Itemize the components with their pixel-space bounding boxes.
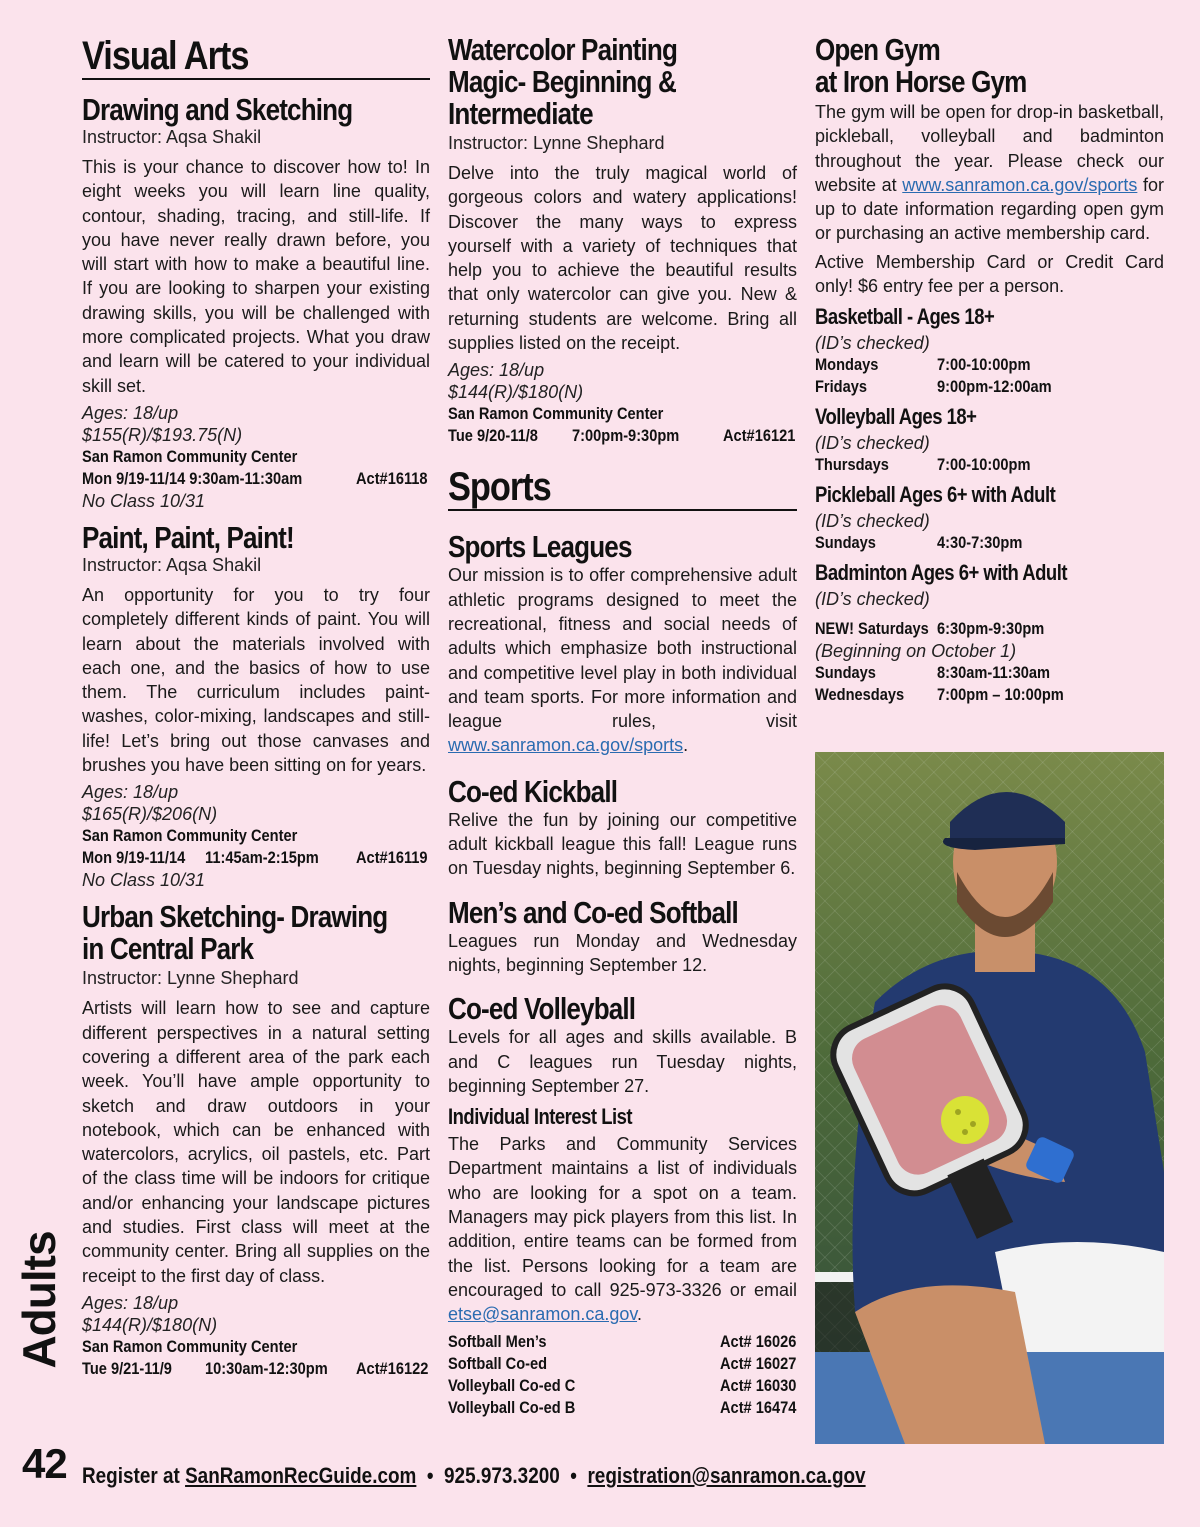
section-title-line (82, 34, 430, 80)
course-note: No Class 10/31 (82, 870, 206, 891)
course-schedule (82, 847, 430, 869)
schedule-time: 9:00pm-12:00am (937, 377, 1052, 397)
description-text: The gym will be open for drop-in basketball, pickleball, volleyball and badminton throughout the year. Please check our website at (815, 102, 1164, 195)
schedule-day: Sundays (815, 533, 876, 553)
kickball-description: Relive the fun by joining our competitive adult kickball league this fall! League runs on Tuesday nights, beginning September 6. (448, 809, 797, 879)
schedule-time: 7:00pm – 10:00pm (937, 685, 1064, 705)
footer (82, 1463, 866, 1489)
column-watercolor-sports (448, 34, 797, 1419)
section-side-tab (14, 1225, 64, 1375)
badminton-title: Badminton Ages 6+ with Adult (815, 560, 1067, 586)
course-ages: Ages: 18/up (82, 782, 179, 803)
open-gym-description (815, 100, 1164, 246)
schedule-time: 8:30am-11:30am (937, 663, 1050, 683)
schedule-time: 4:30-7:30pm (937, 533, 1023, 553)
photo-illustration (815, 752, 1164, 1444)
course-location: San Ramon Community Center (82, 1336, 298, 1356)
basketball-title: Basketball - Ages 18+ (815, 304, 995, 330)
activity-row (448, 1375, 797, 1397)
course-location: San Ramon Community Center (82, 446, 298, 466)
course-ages: Ages: 18/up (448, 360, 545, 381)
activity-act-number: Act# 16026 (720, 1331, 797, 1351)
volleyball-gym-title: Volleyball Ages 18+ (815, 404, 977, 430)
course-description: This is your chance to discover how to! In eight weeks you will learn line quality, contour, shading, tracing, and still-life. If you have never really drawn before, you will start with how to make a beautiful line. If you are looking to sharpen your existing drawing skills, you will be challenged with more complicated projects. What you draw and learn will be catered to your individual skill set. (82, 157, 430, 396)
activity-act-number: Act# 16030 (720, 1375, 797, 1395)
footer-separator: • (426, 1463, 434, 1488)
activity-name: Softball Co-ed (448, 1353, 548, 1373)
course-ages: Ages: 18/up (82, 402, 179, 423)
section-title-sports: Sports (448, 465, 551, 510)
course-instructor: Instructor: Aqsa Shakil (82, 127, 262, 147)
course-act-number: Act#16119 (356, 848, 428, 868)
softball-title: Men’s and Co-ed Softball (448, 894, 738, 930)
activity-name: Volleyball Co-ed B (448, 1397, 576, 1417)
schedule-row (815, 354, 1164, 376)
schedule-day: Mondays (815, 355, 879, 375)
activity-act-number: Act# 16474 (720, 1397, 797, 1417)
course-act-number: Act#16121 (723, 426, 796, 446)
course-price: $144(R)/$180(N) (448, 382, 584, 403)
schedule-time: 7:00-10:00pm (937, 355, 1031, 375)
activity-list (448, 1331, 797, 1419)
column-open-gym (815, 34, 1164, 706)
course-dates: Mon 9/19-11/14 (82, 848, 186, 868)
activity-act-number: Act# 16027 (720, 1353, 797, 1373)
schedule-note: (Beginning on October 1) (815, 641, 1017, 662)
course-description: Artists will learn how to see and capture different perspectives in a natural setting covering a different area of the park each week. You’ll have ample opportunity to sketch and draw outdoors in your notebook, which can be enhanced with watercolors, acrylics, oil pastels, etc. Part of the class time will be indoors for critique and/or enhancing your landscape pictures and studies. First class will meet at the community center. Bring all supplies on the receipt to the first day of class. (82, 998, 430, 1286)
footer-separator: • (570, 1463, 577, 1488)
email-link[interactable]: etse@sanramon.ca.gov (448, 1304, 638, 1325)
schedule-row (815, 532, 1164, 554)
course-description: Delve into the truly magical world of gorgeous colors and watery applications! Discover the many ways to express yourself with a variety of techniques that help you to achieve the beautiful results that only watercolor can give you. New & returning students are welcome. Bring all supplies listed on the receipt. (448, 163, 797, 354)
sports-leagues-description (448, 563, 797, 757)
punctuation: . (637, 1304, 643, 1325)
course-instructor: Instructor: Aqsa Shakil (82, 554, 262, 575)
id-note: (ID’s checked) (815, 589, 930, 610)
id-note: (ID’s checked) (815, 511, 930, 532)
course-title-line: Magic- Beginning & (448, 64, 676, 99)
activity-row (448, 1331, 797, 1353)
schedule-row (815, 376, 1164, 398)
footer-phone: 925.973.3200 (444, 1463, 560, 1488)
course-location: San Ramon Community Center (82, 826, 298, 846)
course-title-line: Intermediate (448, 96, 593, 131)
activity-row (448, 1353, 797, 1375)
course-dates: Tue 9/20-11/8 (448, 426, 538, 446)
column-visual-arts (82, 34, 430, 1380)
open-gym-title-line: at Iron Horse Gym (815, 64, 1027, 99)
page-number: 42 (22, 1440, 67, 1487)
schedule-day: NEW! Saturdays (815, 619, 929, 639)
course-title-line: Watercolor Painting (448, 32, 678, 67)
course-title-paint: Paint, Paint, Paint! (82, 519, 294, 555)
schedule-row (815, 454, 1164, 476)
footer-email-link[interactable]: registration@sanramon.ca.gov (587, 1463, 866, 1488)
course-title-drawing: Drawing and Sketching (82, 92, 353, 127)
schedule-row (815, 684, 1164, 706)
description-text: Our mission is to offer comprehensive adult athletic programs designed to meet the recreational, fitness and social needs of adults which emphasize both instructional and competitive level play in both individual and team sports. For more information and league rules, visit (448, 565, 797, 732)
course-schedule (82, 468, 430, 490)
course-ages: Ages: 18/up (82, 1292, 179, 1313)
volleyball-title: Co-ed Volleyball (448, 991, 636, 1027)
activity-name: Volleyball Co-ed C (448, 1375, 576, 1395)
pickleball-player-photo (815, 752, 1164, 1444)
schedule-row (815, 662, 1164, 684)
open-gym-title (815, 34, 1164, 98)
side-tab-label: Adults (13, 1231, 65, 1369)
activity-row (448, 1397, 797, 1419)
footer-site-link[interactable]: SanRamonRecGuide.com (185, 1463, 417, 1488)
interest-list-title: Individual Interest List (448, 1104, 633, 1130)
course-schedule (448, 425, 797, 447)
schedule-time: 6:30pm-9:30pm (937, 619, 1045, 639)
course-price: $165(R)/$206(N) (82, 804, 218, 825)
kickball-title: Co-ed Kickball (448, 773, 618, 809)
punctuation: . (683, 735, 689, 756)
course-title-urban (82, 901, 430, 965)
course-dates: Tue 9/21-11/9 (82, 1358, 172, 1378)
course-dates: Mon 9/19-11/14 9:30am-11:30am (82, 468, 303, 488)
sports-leagues-title: Sports Leagues (448, 529, 632, 565)
section-title-visual-arts: Visual Arts (82, 34, 249, 78)
course-price: $155(R)/$193.75(N) (82, 424, 243, 445)
softball-description: Leagues run Monday and Wednesday nights, beginning September 12. (448, 930, 797, 975)
course-act-number: Act#16122 (356, 1358, 429, 1378)
course-act-number: Act#16118 (356, 468, 428, 488)
section-title-line (448, 465, 797, 511)
schedule-day: Fridays (815, 377, 868, 397)
open-gym-title-line: Open Gym (815, 32, 940, 67)
description-text: for up to date information regarding open gym or purchasing an active membership card. (815, 174, 1164, 244)
course-title-watercolor (448, 34, 797, 130)
open-gym-payment-note: Active Membership Card or Credit Card only! $6 entry fee per a person. (815, 251, 1164, 297)
footer-register-label: Register at (82, 1463, 180, 1488)
schedule-row-new (815, 618, 1164, 640)
course-time: 11:45am-2:15pm (205, 848, 319, 868)
interest-list-description (448, 1132, 797, 1326)
schedule-day: Thursdays (815, 455, 889, 475)
course-schedule (82, 1358, 430, 1380)
id-note: (ID’s checked) (815, 433, 930, 454)
volleyball-description: Levels for all ages and skills available. B and C leagues run Tuesday nights, beginning September 27. (448, 1027, 797, 1096)
schedule-day: Sundays (815, 663, 876, 683)
course-time: 10:30am-12:30pm (205, 1358, 328, 1378)
sports-website-link[interactable]: www.sanramon.ca.gov/sports (448, 735, 684, 756)
course-price: $144(R)/$180(N) (82, 1314, 218, 1335)
course-note: No Class 10/31 (82, 490, 206, 511)
schedule-day: Wednesdays (815, 685, 905, 705)
course-instructor: Instructor: Lynne Shephard (82, 968, 299, 989)
course-location: San Ramon Community Center (448, 404, 664, 424)
course-time: 7:00pm-9:30pm (572, 426, 680, 446)
course-description: An opportunity for you to try four completely different kinds of paint. You will learn about the materials involved with each one, and the basics of how to use them. The curriculum includes paint-washes, color-mixing, landscapes and still-life! Let’s bring out those canvases and brushes you have been sitting on for years. (82, 584, 430, 776)
schedule-time: 7:00-10:00pm (937, 455, 1031, 475)
id-note: (ID’s checked) (815, 333, 930, 354)
course-title-line: Urban Sketching- Drawing (82, 899, 388, 935)
course-instructor: Instructor: Lynne Shephard (448, 133, 665, 153)
open-gym-website-link[interactable]: www.sanramon.ca.gov/sports (902, 174, 1138, 195)
activity-name: Softball Men’s (448, 1331, 547, 1351)
pickleball-title: Pickleball Ages 6+ with Adult (815, 482, 1056, 508)
description-text: The Parks and Community Services Department maintains a list of individuals who are looking for a spot on a team. Managers may pick players from this list. In addition, entire teams can be formed from the list. Persons looking for a team are encouraged to call 925-973-3326 or email (448, 1134, 797, 1300)
course-title-line: in Central Park (82, 931, 254, 967)
